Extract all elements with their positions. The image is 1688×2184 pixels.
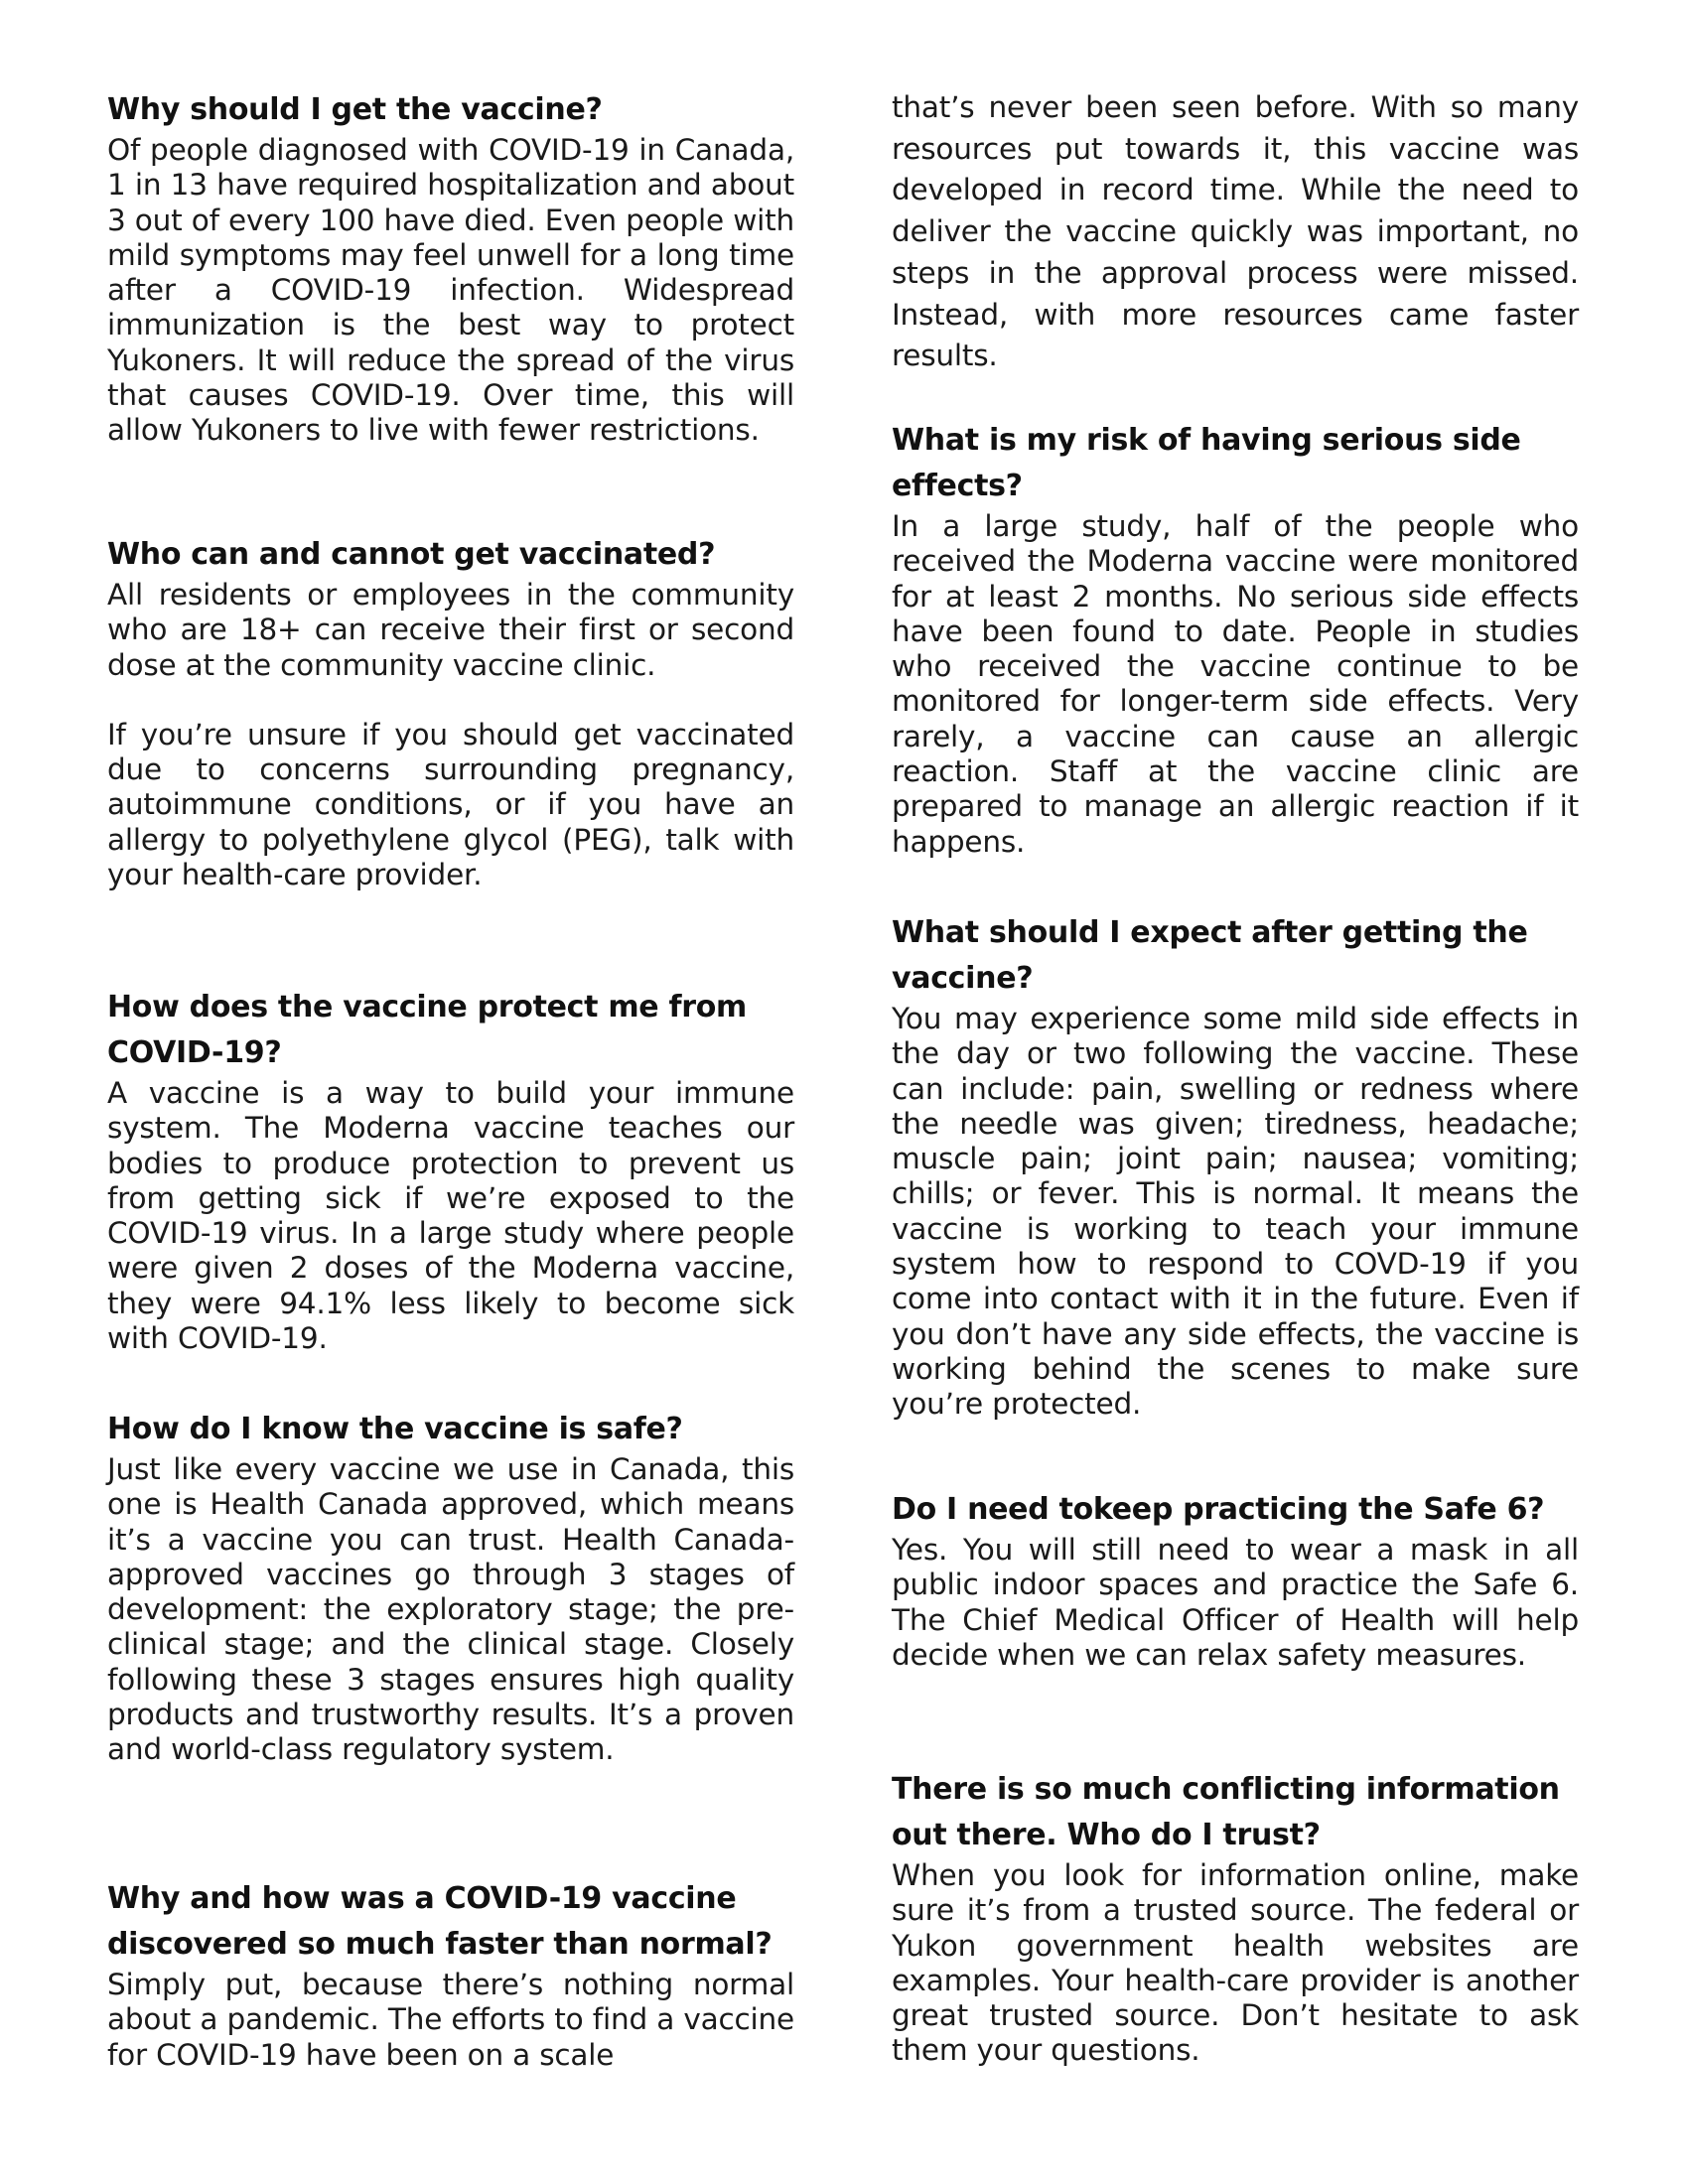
section-paragraph: Of people diagnosed with COVID-19 in Canada, 1 in 13 have required hospitalization and about 3 out of every 100 have died. Even people with mild symptoms may feel unwell for a long time after a COVID-19 infection. Widespread immunization is the best way to protect Yukoners. It will reduce the spread of the virus that causes COVID-19. Over time, this will allow Yukoners to live with fewer restrictions. xyxy=(107,133,794,448)
section-heading: What is my risk of having serious side effects? xyxy=(892,423,1521,503)
section-side-effect-risk xyxy=(892,418,1579,860)
section-who-can-get-vaccinated xyxy=(107,532,794,892)
section-paragraph: Just like every vaccine we use in Canada, this one is Health Canada approved, which means it’s a vaccine you can trust. Health Canada-approved vaccines go through 3 stages of development: the exploratory stage; the pre-clinical stage; and the clinical stage. Closely following these 3 stages ensures high quality products and trustworthy results. It’s a proven and world-class regulatory system. xyxy=(107,1452,794,1767)
section-paragraph: Simply put, because there’s nothing normal about a pandemic. The efforts to find a vaccine for COVID-19 have been on a scale xyxy=(107,1968,794,2072)
section-heading: Why and how was a COVID-19 vaccine discovered so much faster than normal? xyxy=(107,1881,773,1962)
section-paragraph: that’s never been seen before. With so many resources put towards it, this vaccine was developed in record time. While the need to deliver the vaccine quickly was important, no steps in the approval process were missed. Instead, with more resources came faster results. xyxy=(892,90,1579,373)
section-paragraph: Yes. You will still need to wear a mask in all public indoor spaces and practice the Safe 6. The Chief Medical Officer of Health will help decide when we can relax safety measures. xyxy=(892,1533,1579,1672)
section-paragraph: You may experience some mild side effects in the day or two following the vaccine. These can include: pain, swelling or redness where the needle was given; tiredness, headache; muscle pain; joint pain; nausea; vomiting; chills; or fever. This is normal. It means the vaccine is working to teach your immune system how to respond to COVD-19 if you come into contact with it in the future. Even if you don’t have any side effects, the vaccine is working behind the scenes to make sure you’re protected. xyxy=(892,1002,1579,1422)
section-paragraph: If you’re unsure if you should get vaccinated due to concerns surrounding pregnancy, autoimmune conditions, or if you have an allergy to polyethylene glycol (PEG), talk with your health-care provider. xyxy=(107,717,794,892)
section-how-vaccine-protects xyxy=(107,985,794,1356)
section-heading: Who can and cannot get vaccinated? xyxy=(107,537,716,572)
section-heading: How does the vaccine protect me from COVID-19? xyxy=(107,990,748,1070)
section-paragraph: A vaccine is a way to build your immune system. The Moderna vaccine teaches our bodies to produce protection to prevent us from getting sick if we’re exposed to the COVID-19 virus. In a large study where people were given 2 doses of the Moderna vaccine, they were 94.1% less likely to become sick with COVID-19. xyxy=(107,1076,794,1356)
section-paragraph: When you look for information online, make sure it’s from a trusted source. The federal or Yukon government health websites are examples. Your health-care provider is another great trusted source. Don’t hesitate to ask them your questions. xyxy=(892,1858,1579,2068)
section-what-to-expect xyxy=(892,910,1579,1423)
section-why-get-vaccine xyxy=(107,87,794,449)
section-why-so-fast xyxy=(107,1876,794,2073)
section-heading: Do I need tokeep practicing the Safe 6? xyxy=(892,1492,1545,1527)
section-vaccine-safety xyxy=(107,1407,794,1768)
section-safe-6 xyxy=(892,1487,1579,1673)
continued-paragraph xyxy=(892,87,1579,377)
section-heading: What should I expect after getting the vaccine? xyxy=(892,915,1528,996)
section-paragraph: In a large study, half of the people who received the Moderna vaccine were monitored for at least 2 months. No serious side effects have been found to date. People in studies who received the vaccine continue to be monitored for longer-term side effects. Very rarely, a vaccine can cause an allergic reaction. Staff at the vaccine clinic are prepared to manage an allergic reaction if it happens. xyxy=(892,509,1579,859)
section-heading: There is so much conflicting information out there. Who do I trust? xyxy=(892,1772,1560,1852)
section-heading: How do I know the vaccine is safe? xyxy=(107,1412,683,1446)
section-heading: Why should I get the vaccine? xyxy=(107,92,603,127)
section-who-to-trust xyxy=(892,1767,1579,2069)
section-paragraph: All residents or employees in the community who are 18+ can receive their first or second dose at the community vaccine clinic. xyxy=(107,578,794,682)
